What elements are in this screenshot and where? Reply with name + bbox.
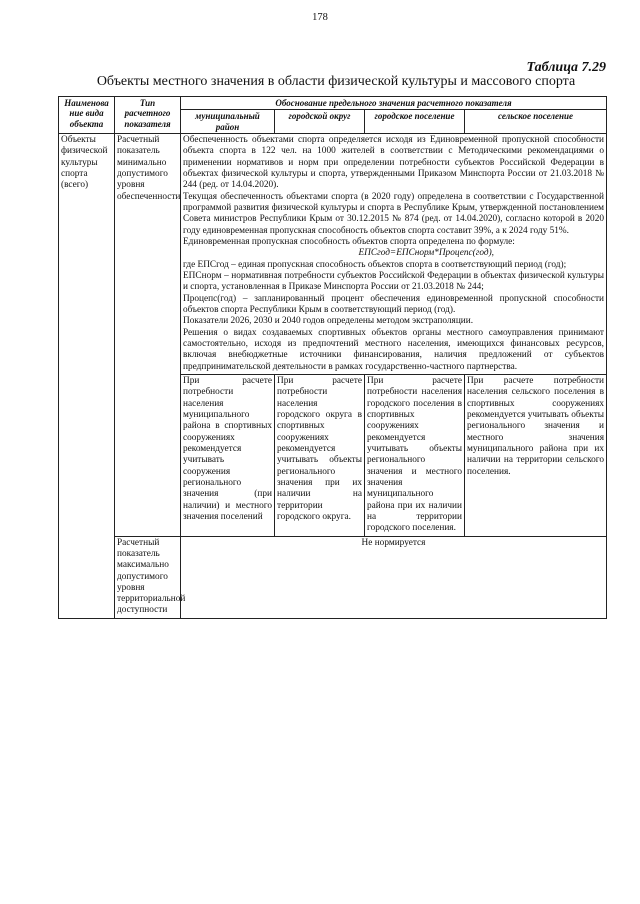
justification-paragraph-6: Процепс(год) – запланированный процент обеспечения единовременной пропускной способности объектов спорта Республики Крым в соответствующий период (год). <box>183 293 604 315</box>
justification-paragraph-5: ЕПСнорм – нормативная потребности субъектов Российской Федерации в объектах физической культуры и спорта, установленная в Приказе Минспорта России от 21.03.2018 № 244; <box>183 270 604 293</box>
justification-paragraph-3: Единовременная пропускная способность объектов спорта определена по формуле: <box>183 236 515 247</box>
header-city-district: городской округ <box>275 110 365 134</box>
object-name-cell: Объекты физической культуры спорта (всего) <box>59 134 115 619</box>
justification-paragraph-4: где ЕПСгод – единая пропускная способность объектов спорта в соответствующий период (год); <box>183 259 567 270</box>
rural-settlement-cell: При расчете потребности населения сельского поселения в спортивных сооружениях рекомендуется учитывать объекты регионального значения и местного значения муниципального района при их наличии на территории сельского поселения. <box>465 374 607 536</box>
indicator-max-cell: Расчетный показатель максимально допустимого уровня территориальной доступности <box>115 536 181 618</box>
norms-table <box>58 96 607 619</box>
header-row-1 <box>59 97 607 110</box>
urban-settlement-cell: При расчете потребности населения городского поселения в спортивных сооружениях рекомендуется учитывать объекты регионального значения и местного значения муниципального района при их наличии на территории городского поселения. <box>365 374 465 536</box>
header-justification: Обоснование предельного значения расчетного показателя <box>181 97 607 110</box>
header-urban-settlement: городское поселение <box>365 110 465 134</box>
header-municipal-district: муниципальный район <box>181 110 275 134</box>
justification-paragraph-7: Показатели 2026, 2030 и 2040 годов определены методом экстраполяции. <box>183 316 474 327</box>
justification-cell <box>181 134 607 375</box>
table-label: Таблица 7.29 <box>526 60 606 75</box>
header-rural-settlement: сельское поселение <box>465 110 607 134</box>
header-indicator-type: Тип расчетного показателя <box>115 97 181 134</box>
table-title: Объекты местного значения в области физической культуры и массового спорта <box>96 74 576 89</box>
not-normed-cell: Не нормируется <box>181 536 607 618</box>
justification-paragraph-2: Текущая обеспеченность объектами спорта (в 2020 году) определена в соответствии с Государственной программой развития физической культуры и спорта в Республике Крым, утвержденной постановлением Совета министров Республики Крым от 30.12.2015 № 874 (ред. от 14.04.2020), согласно которой в 2020 году единовременная пропускная способность объектов спорта составит 39%, а к 2024 году 51%. <box>183 191 604 236</box>
table-row <box>59 536 607 618</box>
table-row <box>59 134 607 375</box>
justification-paragraph-1: Обеспеченность объектами спорта определяется исходя из Единовременной пропускной способности объекта спорта в 122 чел. на 1000 жителей в соответствии с Методическими рекомендациями о применении нормативов и норм при определении потребности субъектов Российской Федерации в объектах физической культуры и спорта, утвержденными Приказом Минспорта России от 21.03.2018 № 244 (ред. от 14.04.2020). <box>183 135 604 191</box>
city-district-cell: При расчете потребности населения городского округа в спортивных сооружениях рекомендуется учитывать объекты регионального значения при их наличии на территории городского округа. <box>275 374 365 536</box>
page-number: 178 <box>312 12 328 23</box>
header-object-name: Наименова ние вида объекта <box>59 97 115 134</box>
indicator-min-cell: Расчетный показатель минимально допустимого уровня обеспеченности <box>115 134 181 536</box>
formula: ЕПСгод=ЕПСнорм*Процепс(год), <box>358 248 494 259</box>
municipal-district-cell: При расчете потребности населения муниципального района в спортивных сооружениях рекомендуется учитывать сооружения регионального значения (при наличии) и местного значения поселений <box>181 374 275 536</box>
justification-paragraph-8: Решения о видах создаваемых спортивных объектов органы местного самоуправления принимают самостоятельно, исходя из предпочтений местного населения, имеющихся финансовых ресурсов, включая внебюджетные источники финансирования, наличия предложений от субъектов предпринимательской деятельности в рамках государственно-частного партнерства. <box>183 327 604 372</box>
